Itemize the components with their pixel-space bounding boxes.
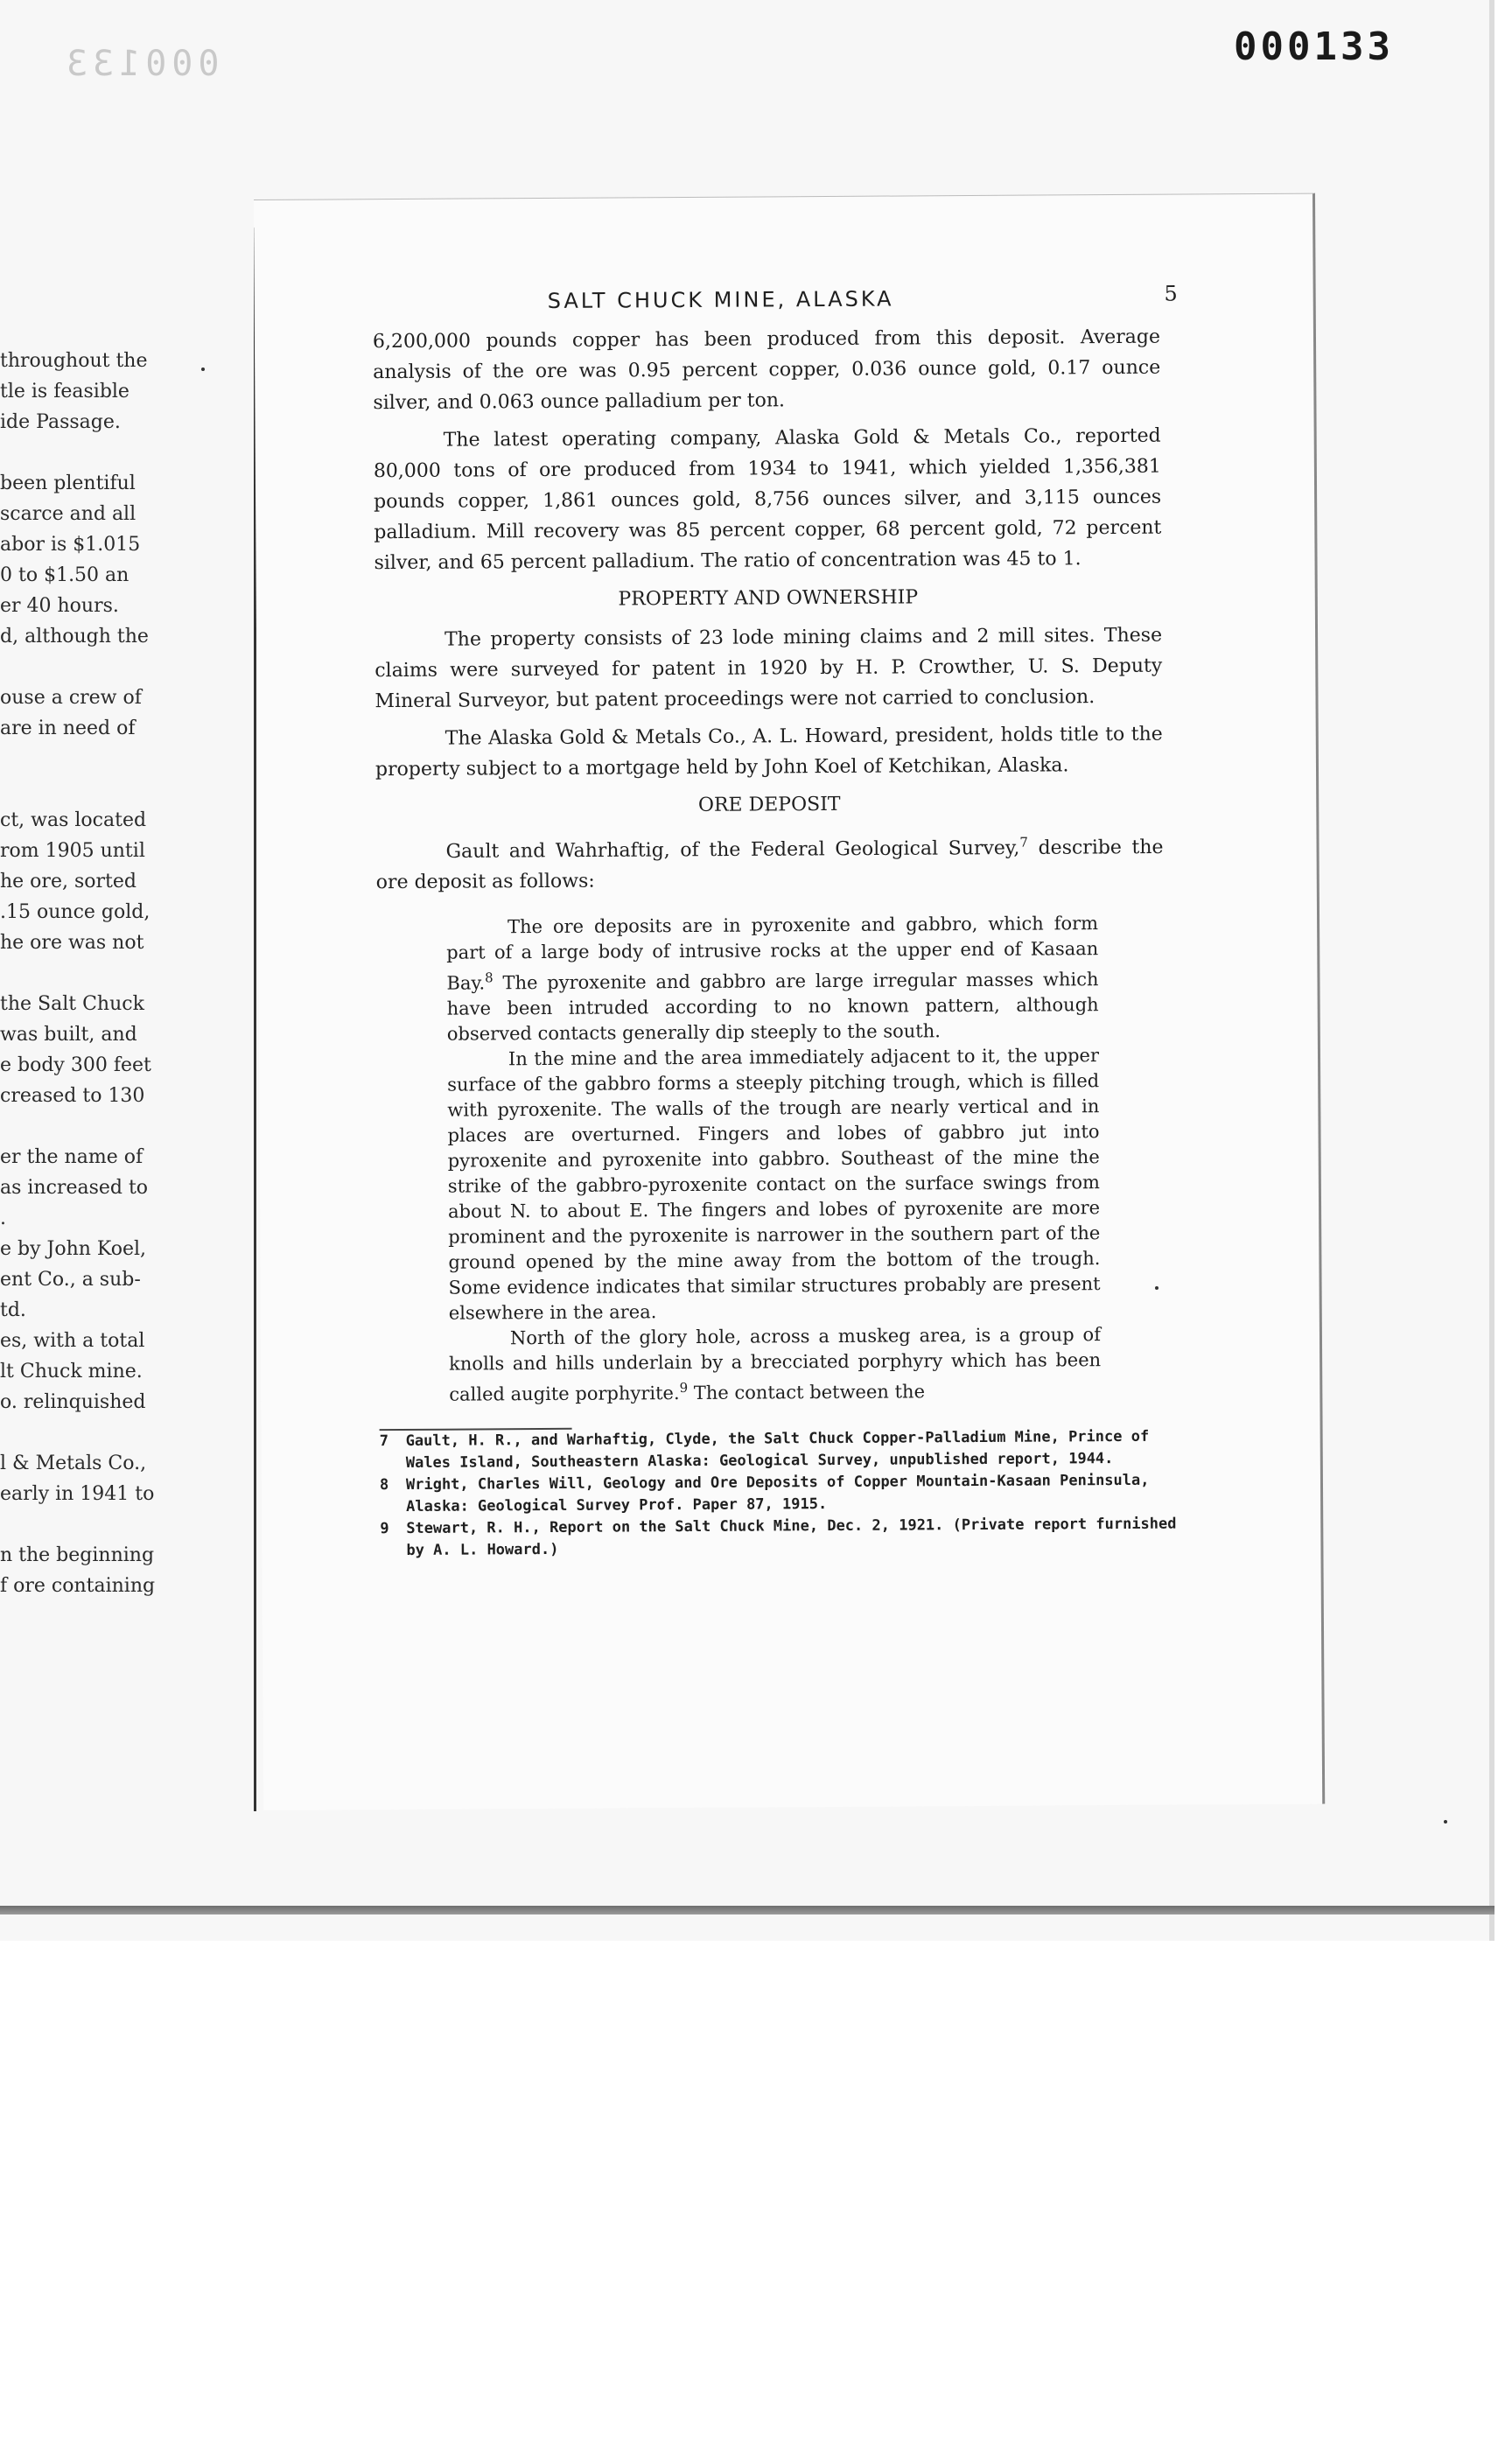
footnote-number: 7	[379, 1432, 388, 1451]
previous-page-line: ouse a crew of	[0, 687, 142, 709]
quote-1-text-end: The pyroxenite and gabbro are large irregular masses which have been intruded according to no known pattern, although observed contacts generally dip steeply to the south.	[446, 969, 1099, 1045]
block-quotation	[446, 911, 1101, 1408]
footnote-text: Wright, Charles Will, Geology and Ore Deposits of Copper Mountain-Kasaan Peninsula, Alaska: Geological Survey Prof. Paper 87, 1915.	[405, 1472, 1150, 1516]
previous-page-line: early in 1941 to	[0, 1483, 155, 1505]
quote-intro-text-end: describe the ore deposit as follows:	[375, 836, 1164, 894]
previous-page-line	[0, 744, 162, 774]
quote-intro-text: Gault and Wahrhaftig, of the Federal Geological Survey,	[445, 836, 1020, 864]
footnote-ref-9: 9	[679, 1380, 689, 1396]
previous-page-line: td.	[0, 1299, 26, 1321]
previous-page-line: .15 ounce gold,	[0, 901, 150, 923]
scan-speck	[201, 368, 205, 371]
footnote-ref-7: 7	[1019, 834, 1028, 850]
previous-page-line: ide Passage.	[0, 411, 121, 433]
paragraph-title-holder: The Alaska Gold & Metals Co., A. L. Howard, president, holds title to the property subject to a mortgage held by John Koel of Ketchikan, Alaska.	[374, 723, 1163, 781]
previous-page-line	[0, 1509, 162, 1540]
scan-speck	[1444, 1820, 1447, 1824]
bleed-through-stamp: 000133	[61, 44, 220, 84]
previous-page-line: n the beginning	[0, 1544, 155, 1566]
paragraph-operating-company: The latest operating company, Alaska Gold & Metals Co., reported 80,000 tons of ore produced from 1934 to 1941, which yielded 1,356,381 pounds copper, 1,861 ounces gold, 8,756 ounces silver, and 3,115 ounces palladium. Mill recovery was 85 percent copper, 68 percent gold, 72 percent silver, and 65 percent palladium. The ratio of concentration was 45 to 1.	[373, 424, 1162, 575]
previous-page-line	[0, 438, 162, 468]
quote-3-text-end: The contact between the	[688, 1381, 926, 1404]
previous-page-line: throughout the	[0, 350, 148, 372]
previous-page-line	[0, 1418, 162, 1448]
quote-paragraph-1	[446, 911, 1099, 1047]
paragraph-claims: The property consists of 23 lode mining claims and 2 mill sites. These claims were surveyed for patent in 1920 by H. P. Crowther, U. S. Deputy Mineral Surveyor, but patent proceedings were not carried to conclusion.	[374, 624, 1163, 713]
heading-property-ownership: PROPERTY AND OWNERSHIP	[618, 586, 919, 611]
scan-speck	[1155, 1286, 1158, 1290]
previous-page-line: are in need of	[0, 718, 136, 739]
page-number: 5	[1164, 281, 1178, 306]
quote-3-text: North of the glory hole, across a muskeg area, is a group of knolls and hills underlain by a brecciated porphyry which has been called augite porphyrite.	[449, 1324, 1102, 1405]
quote-1-text: The ore deposits are in pyroxenite and gabbro, which form part of a large body of intrusive rocks at the upper end of Kasaan Bay.	[446, 913, 1099, 994]
previous-page-line: creased to 130	[0, 1085, 145, 1107]
scan-bottom-edge	[0, 1906, 1494, 1914]
footnote-number: 8	[379, 1476, 389, 1494]
previous-page-line: e body 300 feet	[0, 1054, 151, 1076]
quote-paragraph-3	[449, 1322, 1102, 1408]
footnote-number: 9	[380, 1520, 389, 1538]
previous-page-line: rom 1905 until	[0, 840, 145, 862]
footnote-ref-8: 8	[485, 970, 494, 986]
heading-ore-deposit: ORE DEPOSIT	[697, 793, 841, 816]
previous-page-line: er 40 hours.	[0, 595, 119, 617]
previous-page-line	[0, 774, 162, 805]
previous-page-line: he ore was not	[0, 932, 144, 954]
footnote-text: Gault, H. R., and Warhaftig, Clyde, the Salt Chuck Copper-Palladium Mine, Prince of Wales Island, Southeastern Alaska: Geological Survey, unpublished report, 1944.	[405, 1428, 1150, 1473]
running-title: SALT CHUCK MINE, ALASKA	[547, 286, 894, 313]
previous-page-line: 0 to $1.50 an	[0, 564, 130, 586]
previous-page-line: l & Metals Co.,	[0, 1452, 147, 1474]
previous-page-line	[0, 652, 162, 682]
previous-page-line: ct, was located	[0, 809, 147, 831]
previous-page-line: as increased to	[0, 1177, 149, 1199]
previous-page-line: scarce and all	[0, 503, 136, 525]
previous-page-line: o. relinquished	[0, 1391, 146, 1413]
previous-page-line: the Salt Chuck	[0, 993, 144, 1015]
footnotes	[379, 1426, 1177, 1562]
document-page	[254, 193, 1325, 1810]
page-content	[372, 281, 1178, 1563]
previous-page-line: been plentiful	[0, 472, 136, 494]
previous-page-line: es, with a total	[0, 1330, 145, 1352]
previous-page-line: .	[0, 1208, 6, 1229]
previous-page-line: tle is feasible	[0, 381, 130, 402]
previous-page-line: was built, and	[0, 1024, 137, 1046]
footnote-9	[380, 1514, 1194, 1563]
paragraph-production: 6,200,000 pounds copper has been produced from this deposit. Average analysis of the ore was 0.95 percent copper, 0.036 ounce gold, 0.17 ounce silver, and 0.063 ounce palladium per ton.	[372, 326, 1161, 415]
footnote-7	[380, 1426, 1194, 1475]
previous-page-line: lt Chuck mine.	[0, 1361, 143, 1382]
previous-page-column	[0, 346, 162, 1601]
previous-page-line: f ore containing	[0, 1575, 156, 1597]
previous-page-line: he ore, sorted	[0, 871, 136, 892]
paragraph-quote-intro	[375, 827, 1163, 899]
document-stamp-number: 000133	[1234, 24, 1394, 69]
footnote-8	[380, 1470, 1194, 1519]
quote-paragraph-2: In the mine and the area immediately adjacent to it, the upper surface of the gabbro forms a steeply pitching trough, which is filled with pyroxenite. The walls of the trough are nearly vertical and in places are overturned. Fingers and lobes of gabbro jut into pyroxenite and pyroxenite into gabbro. Southeast of the mine the strike of the gabbro-pyroxenite contact on the surface swings from about N. to about E. The fingers and lobes of pyroxenite are more prominent and the pyroxenite is narrower in the southern part of the ground opened by the mine away from the bottom of the trough. Some evidence indicates that similar structures probably are present elsewhere in the area.	[447, 1045, 1101, 1324]
previous-page-line	[0, 958, 162, 989]
previous-page-line: d, although the	[0, 626, 149, 648]
previous-page-line: abor is $1.015	[0, 534, 141, 556]
previous-page-line	[0, 1111, 162, 1142]
previous-page-line: ent Co., a sub-	[0, 1269, 141, 1291]
scan-right-edge	[1489, 0, 1494, 1941]
previous-page-line: er the name of	[0, 1146, 144, 1168]
previous-page-line: e by John Koel,	[0, 1238, 147, 1260]
page-header	[373, 281, 1178, 326]
footnote-text: Stewart, R. H., Report on the Salt Chuck Mine, Dec. 2, 1921. (Private report furnished by A. L. Howard.)	[406, 1515, 1177, 1560]
